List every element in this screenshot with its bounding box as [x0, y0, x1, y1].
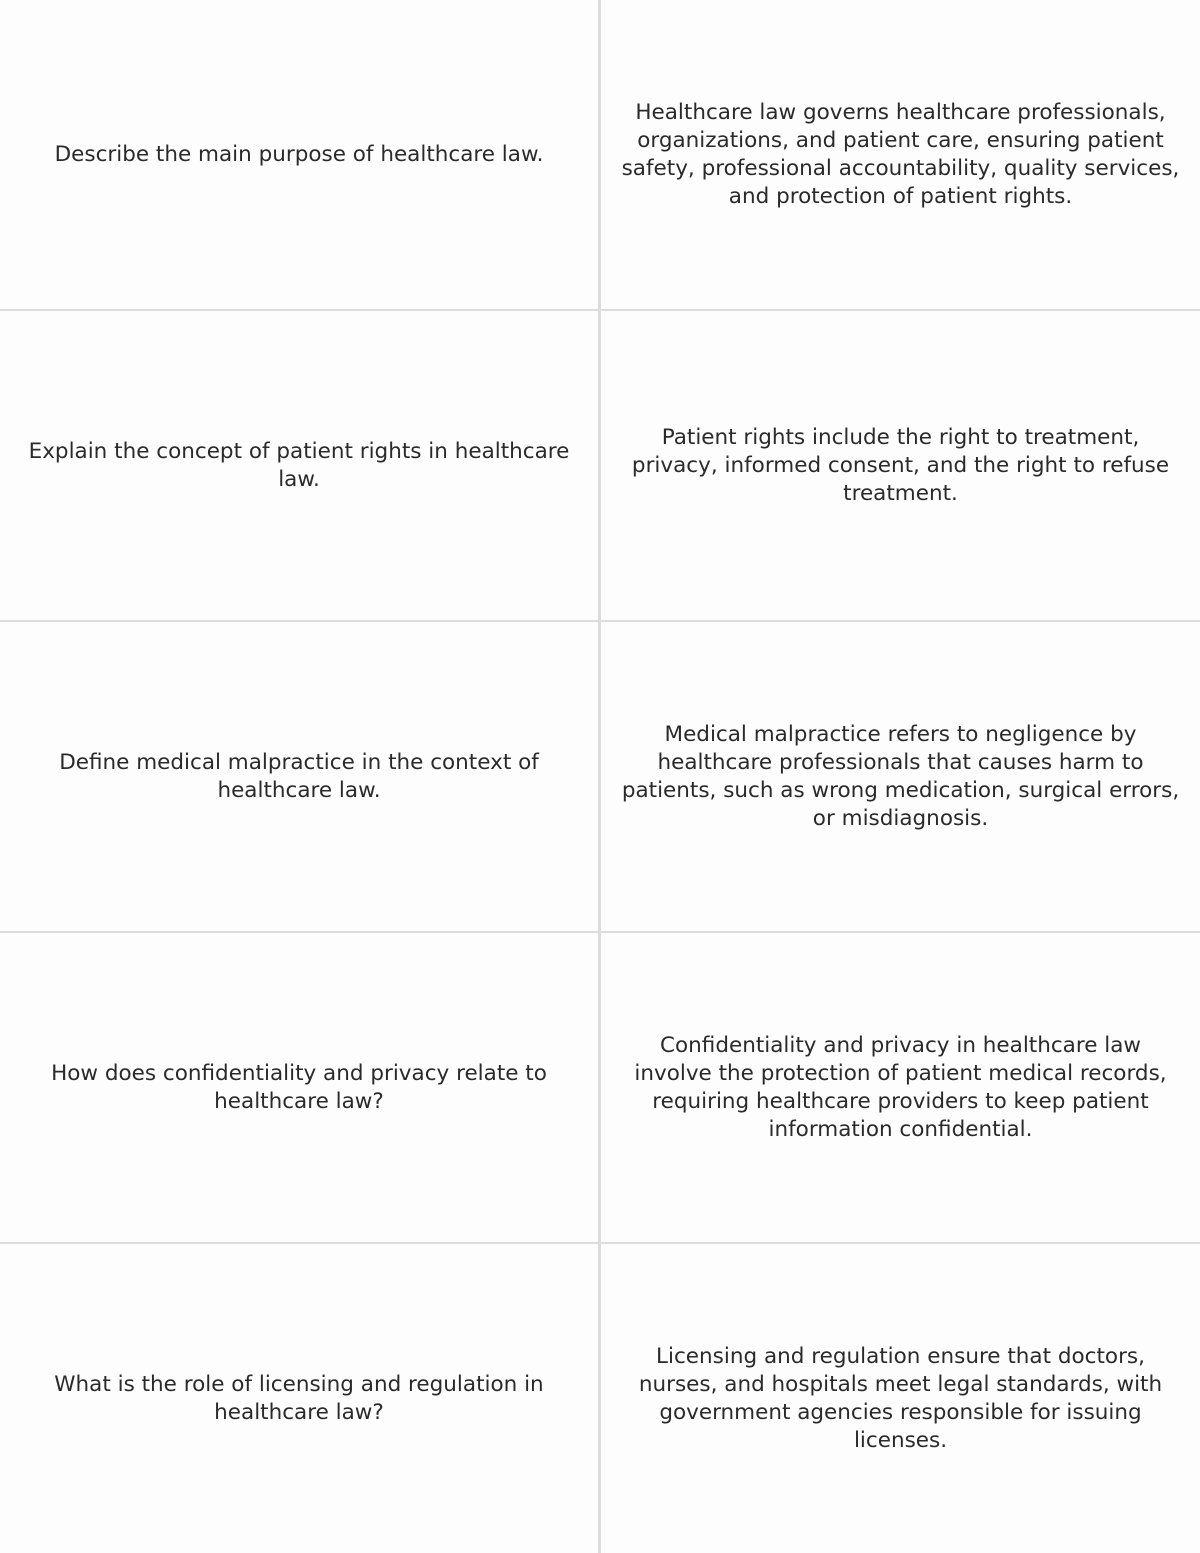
flashcard-question: [0, 622, 598, 931]
flashcard-answer: [601, 933, 1200, 1242]
question-text: What is the role of licensing and regulation in healthcare law?: [54, 1371, 544, 1425]
flashcard-answer: [601, 1244, 1200, 1553]
answer-text: Confidentiality and privacy in healthcare law involve the protection of patient medical records, requiring healthcare providers to keep patient information confidential.: [634, 1032, 1167, 1142]
flashcard-answer: [601, 0, 1200, 309]
answer-text: Medical malpractice refers to negligence by healthcare professionals that causes harm to patients, such as wrong medication, surgical errors, or misdiagnosis.: [621, 721, 1180, 831]
answer-text: Healthcare law governs healthcare professionals, organizations, and patient care, ensuring patient safety, professional accountability, quality services, and protection of patient rights.: [621, 99, 1180, 209]
flashcard-question: [0, 1244, 598, 1553]
answer-text: Licensing and regulation ensure that doctors, nurses, and hospitals meet legal standards, with government agencies responsible for issuing licenses.: [638, 1343, 1163, 1453]
answer-text: Patient rights include the right to treatment, privacy, informed consent, and the right to refuse treatment.: [631, 424, 1170, 506]
flashcard-question: [0, 933, 598, 1242]
question-text: How does confidentiality and privacy relate to healthcare law?: [51, 1060, 547, 1114]
question-text: Explain the concept of patient rights in healthcare law.: [28, 438, 570, 492]
flashcard-answer: [601, 622, 1200, 931]
flashcard-answer: [601, 311, 1200, 620]
flashcard-question: [0, 0, 598, 309]
flashcard-question: [0, 311, 598, 620]
question-text: Describe the main purpose of healthcare law.: [54, 141, 544, 167]
question-text: Define medical malpractice in the context of healthcare law.: [59, 749, 539, 803]
